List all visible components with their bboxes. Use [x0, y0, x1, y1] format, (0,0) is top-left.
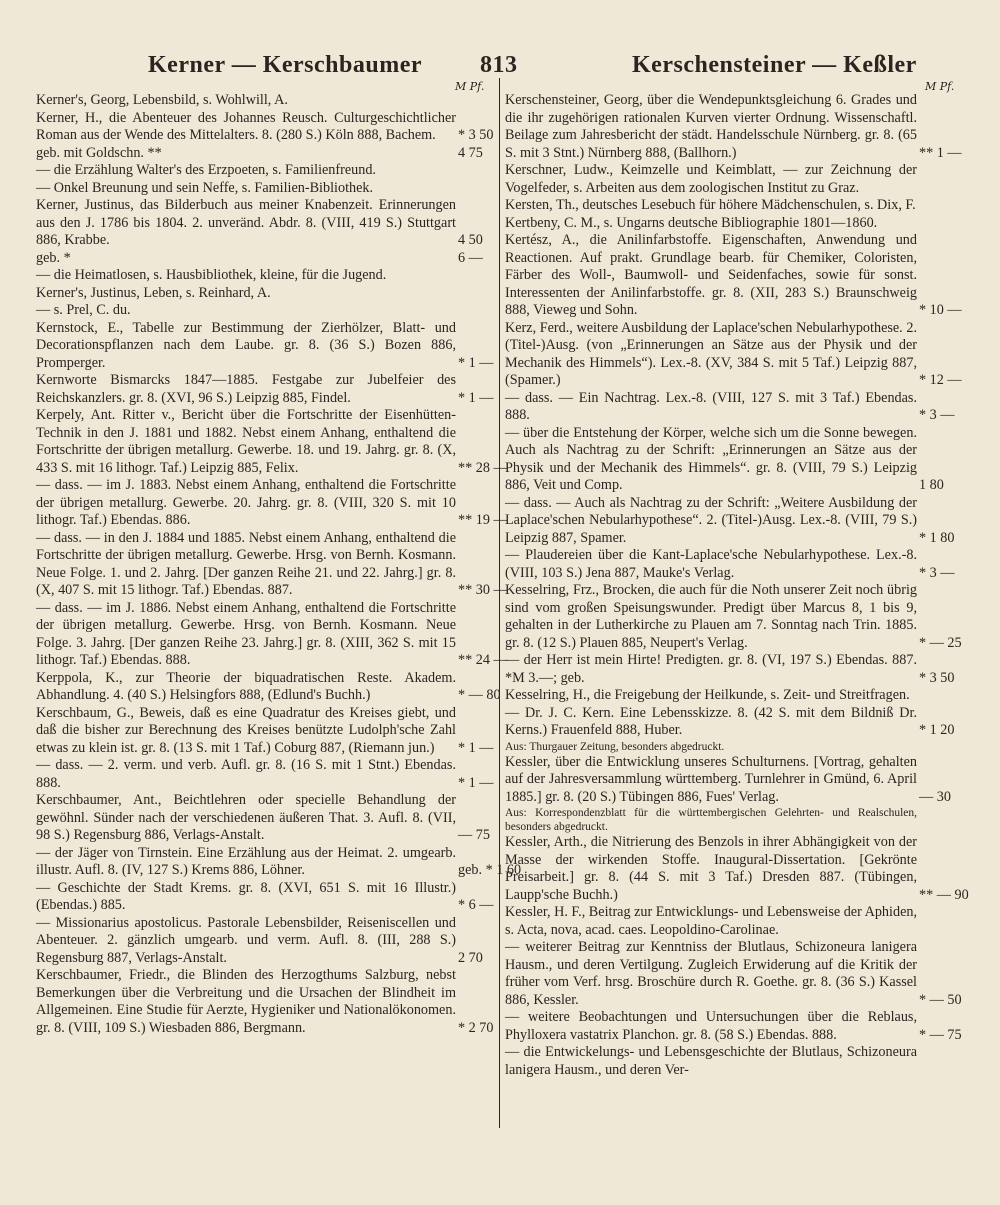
- entry-text: — die Heimatlosen, s. Hausbibliothek, kleine, für die Jugend.: [36, 267, 387, 283]
- catalog-entry: [36, 757, 494, 792]
- entry-text: Kesselring, H., die Freigebung der Heilkunde, s. Zeit- und Streitfragen.: [505, 687, 910, 703]
- entry-price: 4 75: [458, 144, 483, 161]
- right-column: [505, 92, 969, 1145]
- catalog-entry: [505, 740, 917, 754]
- entry-text: Kerner, Justinus, das Bilderbuch aus meiner Knabenzeit. Erinnerungen aus den J. 1786 bis 1804. 2. unveränd. Abdr. 8. (VIII, 419 S.) Stuttgart 886, Krabbe.: [36, 197, 456, 248]
- entry-text: — Missionarius apostolicus. Pastorale Lebensbilder, Reiseniscellen und Abenteuer. 2. gänzlich umgearb. und verm. Aufl. 8. (III, 288 S.) Regensburg 887, Verlags-Anstalt.: [36, 914, 456, 966]
- entry-price: 4 50: [458, 232, 483, 248]
- entry-price: * 3 50: [919, 669, 955, 686]
- entry-price: 6 —: [458, 249, 483, 266]
- entry-text: — Geschichte der Stadt Krems. gr. 8. (XVI, 651 S. mit 16 Illustr.) (Ebendas.) 885.: [36, 879, 456, 913]
- currency-heading-right: M Pf.: [925, 80, 955, 93]
- entry-text: Kertbeny, C. M., s. Ungarns deutsche Bibliographie 1801—1860.: [505, 214, 878, 231]
- entry-text: — dass. — Ein Nachtrag. Lex.-8. (VIII, 127 S. mit 3 Taf.) Ebendas. 888.: [505, 389, 917, 423]
- entry-text: Kersten, Th., deutsches Lesebuch für höhere Mädchenschulen, s. Dix, F.: [505, 197, 916, 213]
- entry-text: Kerner's, Georg, Lebensbild, s. Wohlwill, A.: [36, 92, 288, 108]
- catalog-entry: [505, 494, 955, 548]
- entry-text: Kerner's, Justinus, Leben, s. Reinhard, A.: [36, 284, 271, 301]
- entry-price: * 6 —: [458, 897, 494, 913]
- catalog-entry: [36, 180, 456, 198]
- entry-text: — s. Prel, C. du.: [36, 302, 131, 318]
- catalog-entry: [505, 547, 955, 582]
- entry-text: Kesselring, Frz., Brocken, die auch für die Noth unserer Zeit noch übrig sind vom großen Speisungswunder. Predigt über Marcus 8, 1 bis 9, gehalten in der Lutherkirche zu Plauen am 7. Sonntag nach Trin. 1885. gr. 8. (12 S.) Plauen 885, Neupert's Verlag.: [505, 582, 917, 651]
- catalog-entry: [36, 704, 494, 758]
- right-running-head: Kerschensteiner — Keßler: [632, 52, 917, 78]
- catalog-entry: [505, 834, 969, 904]
- catalog-entry: [36, 92, 456, 110]
- entry-text: geb. mit Goldschn. **: [36, 144, 162, 161]
- catalog-entry: [36, 967, 494, 1037]
- entry-text: Kerschner, Ludw., Keimzelle und Keimblatt, — zur Zeichnung der Vogelfeder, s. Arbeiten aus dem zoologischen Institut zu Graz.: [505, 162, 917, 196]
- catalog-entry: [36, 319, 494, 373]
- entry-text: — Onkel Breunung und sein Neffe, s. Familien-Bibliothek.: [36, 179, 374, 196]
- catalog-entry: [36, 792, 490, 845]
- entry-price: ** 24 —: [458, 652, 508, 668]
- catalog-entry: [505, 162, 917, 197]
- catalog-entry: [36, 197, 483, 250]
- catalog-entry: [36, 162, 456, 180]
- entry-price: — 30: [919, 788, 951, 805]
- entry-price: * 2 70: [458, 1019, 494, 1036]
- entry-price: * 1 —: [458, 739, 494, 756]
- entry-text: Kerschbaumer, Ant., Beichtlehren oder specielle Behandlung der gewöhnl. Sünder nach der verschiedenen äußeren That. 3. Aufl. 8. (VII, 98 S.) Regensburg 886, Verlags-Anstalt.: [36, 792, 456, 843]
- entry-price: * 10 —: [919, 302, 962, 318]
- catalog-entry: [505, 319, 962, 390]
- entry-text: Kessler, Arth., die Nitrierung des Benzols in ihrer Abhängigkeit von der Masse der wirkenden Stoffe. Inaugural-Dissertation. [Gekrönte Preisarbeit.] gr. 8. (44 S. mit 3 Taf.) Dresden 887. (Tübingen, Laupp'sche Buchh.): [505, 834, 917, 903]
- catalog-entry: [36, 844, 522, 880]
- entry-price: * 1 —: [458, 389, 494, 406]
- catalog-entry: [505, 753, 951, 807]
- catalog-entry: [505, 215, 917, 233]
- catalog-entry: [36, 249, 483, 268]
- entry-price: ** 19 —: [458, 512, 508, 528]
- catalog-entry: [36, 599, 508, 670]
- entry-price: * 12 —: [919, 372, 962, 388]
- entry-price: * 1 —: [458, 774, 494, 791]
- catalog-entry: [505, 652, 955, 687]
- entry-price: ** 1 —: [919, 144, 962, 161]
- entry-text: Kerppola, K., zur Theorie der biquadratischen Reste. Akadem. Abhandlung. 4. (40 S.) Helsingfors 888, (Edlund's Buchh.): [36, 669, 456, 703]
- catalog-entry: [36, 477, 508, 530]
- entry-price: * 1 —: [458, 354, 494, 371]
- entry-text: Kessler, H. F., Beitrag zur Entwicklungs- und Lebensweise der Aphiden, s. Acta, nova, acad. caes. Leopoldino-Carolinae.: [505, 904, 918, 938]
- entry-price: * 1 80: [919, 529, 955, 546]
- catalog-entry: [505, 92, 962, 162]
- catalog-entry: [505, 232, 962, 320]
- catalog-entry: [36, 302, 456, 320]
- entry-text: — über die Entstehung der Körper, welche sich um die Sonne bewegen. Auch als Nachtrag zu der Schrift: „Erinnerungen an Sätze aus der Physik und der Mechanik des Himmels“. gr. 8. (VIII, 79 S.) Leipzig 886, Veit und Comp.: [505, 424, 917, 493]
- entry-price: * 1 20: [919, 722, 955, 738]
- catalog-entry: [505, 806, 917, 834]
- entry-text: Aus: Thurgauer Zeitung, besonders abgedruckt.: [505, 740, 725, 753]
- entry-text: Kerz, Ferd., weitere Ausbildung der Laplace'schen Nebularhypothese. 2. (Titel-)Ausg. (von „Erinnerungen an Sätze aus der Physik und der Mechanik des Himmels“). Lex.-8. (XV, 384 S. mit 5 Taf.) Leipzig 887, (Spamer.): [505, 319, 917, 388]
- entry-price: 1 80: [919, 477, 944, 493]
- entry-price: * — 50: [919, 991, 962, 1008]
- catalog-entry: [36, 879, 494, 915]
- catalog-entry: [505, 687, 917, 705]
- left-column: [36, 92, 522, 1145]
- entry-text: geb. *: [36, 249, 71, 266]
- entry-text: Aus: Korrespondenzblatt für die württembergischen Gelehrten- und Realschulen, besonders abgedruckt.: [505, 807, 917, 833]
- entry-text: Kerschbaumer, Friedr., die Blinden des Herzogthums Salzburg, nebst Bemerkungen über die Verbreitung und die Ursachen der Blindheit im Allgemeinen. Eine Studie für Aerzte, Hygieniker und Nationalökonomen. gr. 8. (VIII, 109 S.) Wiesbaden 886, Bergmann.: [36, 967, 456, 1036]
- currency-heading-left: M Pf.: [455, 80, 485, 93]
- entry-text: — dass. — in den J. 1884 und 1885. Nebst einem Anhang, enthaltend die Fortschritte der übrigen metallurg. Gewerbe. Hrsg. von Bernh. Kosmann. Neue Folge. 1. und 2. Jahrg. [Der ganzen Reihe 21. und 22. Jahrg.] gr. 8. (X, 407 S. mit 15 lithogr. Taf.) Ebendas. 887.: [36, 529, 456, 598]
- catalog-entry: [36, 144, 483, 163]
- catalog-entry: [36, 529, 508, 600]
- entry-price: * — 25: [919, 634, 962, 651]
- catalog-entry: [505, 904, 917, 939]
- entry-text: Kerschensteiner, Georg, über die Wendepunktsgleichung 6. Grades und die ihr zugehörigen rationalen Kurven vierter Ordnung. Wissenschaftl. Beilage zum Jahresbericht der städt. Handelsschule Nürnberg. gr. 8. (65 S. mit 3 Stnt.) Nürnberg 888, (Ballhorn.): [505, 92, 917, 161]
- catalog-entry: [505, 939, 962, 1009]
- entry-text: — dass. — im J. 1886. Nebst einem Anhang, enthaltend die Fortschritte der übrigen metallurg. Gewerbe. Hrsg. von Bernh. Kosmann. Neue Folge. 3. Jahrg. [Der ganzen Reihe 23. Jahrg.] gr. 8. (XIII, 362 S. mit 15 lithogr. Taf.) Ebendas. 888.: [36, 599, 456, 668]
- entry-price: * 3 —: [919, 407, 955, 423]
- catalog-entry: [36, 669, 501, 705]
- entry-price: — 75: [458, 827, 490, 843]
- entry-text: Kertész, A., die Anilinfarbstoffe. Eigenschaften, Anwendung und Reactionen. Auf prakt. Grundlage bearb. für Chemiker, Coloristen, Färber des Woll-, Baumwoll- und Seidenfaches, sowie für sonst. Interessenten der Anilinfarbstoffe. gr. 8. (XII, 283 S.) Braunschweig 888, Vieweg und Sohn.: [505, 232, 917, 318]
- catalog-entry: [505, 582, 962, 652]
- catalog-entry: [505, 1009, 962, 1044]
- entry-text: Kerner, H., die Abenteuer des Johannes Reusch. Culturgeschichtlicher Roman aus der Wende des Mittelalters. 8. (280 S.) Köln 888, Bachem.: [36, 109, 456, 143]
- entry-text: — Dr. J. C. Kern. Eine Lebensskizze. 8. (42 S. mit dem Bildniß Dr. Kerns.) Frauenfeld 888, Huber.: [505, 704, 917, 738]
- entry-text: — die Entwickelungs- und Lebensgeschichte der Blutlaus, Schizoneura lanigera Hausm., und deren Ver-: [505, 1044, 917, 1078]
- entry-text: — dass. — 2. verm. und verb. Aufl. gr. 8. (16 S. mit 1 Stnt.) Ebendas. 888.: [36, 757, 456, 791]
- entry-text: Kerschbaum, G., Beweis, daß es eine Quadratur des Kreises giebt, und daß die bisher zur Berechnung des Kreises benützte Ludolph'sche Zahl etwas zu klein ist. gr. 8. (13 S. mit 1 Taf.) Coburg 887, (Riemann jun.): [36, 704, 456, 756]
- catalog-entry: [36, 109, 494, 145]
- entry-price: 2 70: [458, 949, 483, 966]
- entry-text: Kerpely, Ant. Ritter v., Bericht über die Fortschritte der Eisenhütten-Technik in den J. 1881 und 1882. Nebst einem Anhang, enthaltend die Fortschritte der übrigen metallurg. Gewerbe. 18. und 19. Jahrg. gr. 8. (X, 433 S. mit 16 lithogr. Taf.) Leipzig 885, Felix.: [36, 407, 456, 476]
- entry-text: — dass. — im J. 1883. Nebst einem Anhang, enthaltend die Fortschritte der übrigen metallurg. Gewerbe. 20. Jahrg. gr. 8. (VIII, 320 S. mit 10 lithogr. Taf.) Ebendas. 886.: [36, 477, 456, 528]
- entry-price: ** 30 —: [458, 582, 508, 598]
- entry-text: — weitere Beobachtungen und Untersuchungen über die Reblaus, Phylloxera vastatrix Planchon. gr. 8. (58 S.) Ebendas. 888.: [505, 1009, 917, 1043]
- entry-text: — weiterer Beitrag zur Kenntniss der Blutlaus, Schizoneura lanigera Hausm., und deren Vertilgung. Zugleich Erwiderung auf die Kritik der früher vom Verf. hrsg. Broschüre durch R. Goethe. gr. 8. (36 S.) Kassel 886, Kessler.: [505, 939, 917, 1008]
- catalog-entry: [505, 1044, 917, 1079]
- catalog-entry: [505, 197, 917, 215]
- entry-text: — Plaudereien über die Kant-Laplace'sche Nebularhypothese. Lex.-8. (VIII, 103 S.) Jena 887, Mauke's Verlag.: [505, 547, 917, 581]
- entry-text: Kernstock, E., Tabelle zur Bestimmung der Zierhölzer, Blatt- und Decorationspflanzen nach dem Laube. gr. 8. (36 S.) Bozen 886, Promperger.: [36, 319, 456, 371]
- left-running-head: Kerner — Kerschbaumer: [148, 52, 422, 78]
- entry-text: Kernworte Bismarcks 1847—1885. Festgabe zur Jubelfeier des Reichskanzlers. gr. 8. (XVI, 96 S.) Leipzig 885, Findel.: [36, 372, 456, 406]
- entry-text: — der Herr ist mein Hirte! Predigten. gr. 8. (VI, 197 S.) Ebendas. 887. *M 3.—; geb.: [505, 652, 917, 686]
- catalog-entry: [505, 389, 955, 425]
- catalog-entry: [36, 407, 508, 477]
- catalog-entry: [36, 285, 456, 303]
- entry-price: * — 80: [458, 687, 501, 703]
- entry-text: — die Erzählung Walter's des Erzpoeten, s. Familienfreund.: [36, 162, 376, 178]
- catalog-entry: [36, 372, 494, 407]
- page-number: 813: [480, 52, 518, 78]
- entry-text: — dass. — Auch als Nachtrag zu der Schrift: „Weitere Ausbildung der Laplace'schen Nebularhypothese“. 2. (Titel-)Ausg. Lex.-8. (VIII, 79 S.) Leipzig 887, Spamer.: [505, 494, 917, 546]
- entry-text: — der Jäger von Tirnstein. Eine Erzählung aus der Heimat. 2. umgearb. illustr. Aufl. 8. (IV, 127 S.) Krems 886, Löhner.: [36, 844, 456, 878]
- entry-price: ** 28 —: [458, 459, 508, 476]
- entry-price: * — 75: [919, 1026, 962, 1043]
- entry-price: * 3 —: [919, 564, 955, 581]
- catalog-entry: [505, 704, 955, 740]
- entry-price: * 3 50: [458, 127, 494, 143]
- entry-price: ** — 90: [919, 886, 969, 903]
- catalog-entry: [36, 914, 483, 968]
- catalog-entry: [36, 267, 456, 285]
- catalog-entry: [505, 424, 944, 495]
- entry-price: geb. * 1 60: [458, 862, 522, 878]
- entry-text: Kessler, über die Entwicklung unseres Schulturnens. [Vortrag, gehalten auf der Jahresversammlung württemberg. Turnlehrer in Gmünd, 6. April 1885.] gr. 8. (20 S.) Tübingen 886, Fues' Verlag.: [505, 753, 917, 805]
